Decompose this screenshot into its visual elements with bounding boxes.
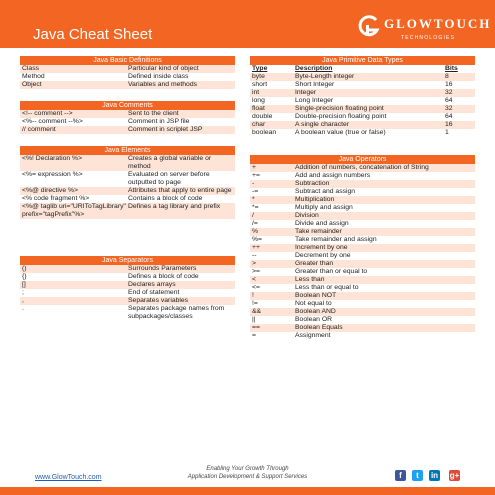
cell-term: Object	[22, 81, 42, 88]
operators-section	[250, 155, 475, 340]
cell-op: --	[252, 252, 257, 259]
cell-term: ;	[22, 289, 24, 296]
cell-op: ++	[252, 244, 260, 251]
table-row	[250, 252, 475, 260]
table-row	[20, 73, 235, 81]
cell-desc: Greater than	[295, 260, 334, 267]
separators-section	[20, 256, 235, 321]
linkedin-icon[interactable]: in	[430, 471, 439, 480]
cell-desc: Boolean Equals	[295, 324, 343, 331]
cell-desc: Subtract and assign	[295, 188, 356, 195]
cell-type: char	[252, 121, 266, 128]
table-header-row	[250, 65, 475, 73]
cell-desc: A boolean value (true or false)	[295, 129, 386, 136]
cell-desc: Double-precision floating point	[295, 113, 387, 120]
cell-op: +	[252, 164, 256, 171]
page-title: Java Cheat Sheet	[33, 26, 153, 43]
cell-desc: Attributes that apply to entire page	[128, 187, 232, 194]
facebook-icon[interactable]: f	[395, 470, 406, 481]
cell-desc: Separates variables	[128, 297, 189, 304]
table-row	[20, 265, 235, 273]
table-row	[250, 300, 475, 308]
cell-op: ==	[252, 324, 260, 331]
table-row	[250, 212, 475, 220]
table-row	[20, 65, 235, 73]
table-row	[250, 316, 475, 324]
cell-op: -	[252, 180, 255, 187]
cell-desc: Boolean AND	[295, 308, 336, 315]
elements-section	[20, 146, 235, 219]
cell-desc: Divide and assign	[295, 220, 349, 227]
cell-desc: Short Integer	[295, 81, 335, 88]
cell-op: *=	[252, 204, 259, 211]
cell-desc: Particular kind of object	[128, 65, 199, 72]
table-row	[20, 305, 235, 321]
table-row	[20, 203, 235, 219]
table-row	[250, 292, 475, 300]
cell-term: <%-- comment --%>	[22, 118, 83, 125]
cell-op: !	[252, 292, 254, 299]
cell-term: // comment	[22, 126, 56, 133]
cell-desc: Greater than or equal to	[295, 268, 368, 275]
cell-term: <%@ directive %>	[22, 187, 79, 194]
cell-bits: 32	[445, 105, 453, 112]
cell-desc: Boolean NOT	[295, 292, 337, 299]
cell-op: =	[252, 332, 256, 339]
header-type: Type	[252, 65, 268, 72]
cell-term: <% code fragment %>	[22, 195, 90, 202]
cell-desc: Multiply and assign	[295, 204, 353, 211]
cell-type: float	[252, 105, 265, 112]
cell-desc: Sent to the client	[128, 110, 179, 117]
table-row	[20, 281, 235, 289]
cell-bits: 64	[445, 97, 453, 104]
table-row	[250, 172, 475, 180]
logo-g-icon	[356, 14, 382, 40]
cell-term: <%= expression %>	[22, 171, 83, 178]
cell-op: %	[252, 228, 259, 235]
header-description: Description	[295, 65, 333, 72]
cell-desc: Comment in scriplet JSP	[128, 126, 203, 133]
table-row	[20, 155, 235, 171]
table-row	[250, 244, 475, 252]
table-row	[20, 126, 235, 134]
cell-desc: Defined inside class	[128, 73, 189, 80]
cell-desc: Take remainder and assign	[295, 236, 377, 243]
cell-desc: End of statement	[128, 289, 180, 296]
footer-bar	[0, 487, 495, 495]
cell-desc: Decrement by one	[295, 252, 351, 259]
table-row	[20, 187, 235, 195]
cell-desc: Byte-Length integer	[295, 73, 355, 80]
cell-desc: Less than	[295, 276, 325, 283]
cell-desc: Creates a global variable or method	[128, 155, 212, 170]
table-row	[250, 105, 475, 113]
cell-term: Class	[22, 65, 39, 72]
cell-term: {}	[22, 273, 27, 280]
table-row	[250, 204, 475, 212]
cell-type: short	[252, 81, 268, 88]
cell-op: *	[252, 196, 255, 203]
cell-op: /=	[252, 220, 258, 227]
section-title: Java Elements	[20, 146, 235, 155]
cell-desc: Not equal to	[295, 300, 332, 307]
cell-desc: Surrounds Parameters	[128, 265, 197, 272]
cell-term: []	[22, 281, 26, 288]
table-row	[20, 81, 235, 89]
primitive-types-section	[250, 56, 475, 137]
table-row	[20, 171, 235, 187]
cell-op: &&	[252, 308, 262, 315]
cell-op: %=	[252, 236, 263, 243]
section-title: Java Comments	[20, 101, 235, 110]
table-row	[20, 110, 235, 118]
cell-op: >	[252, 260, 256, 267]
cell-desc: Multiplication	[295, 196, 335, 203]
cell-op: /	[252, 212, 254, 219]
table-row	[250, 164, 475, 172]
cell-op: <	[252, 276, 256, 283]
cell-desc: Boolean OR	[295, 316, 333, 323]
cell-desc: Variables and methods	[128, 81, 198, 88]
cell-desc: Defines a tag library and prefix	[128, 203, 221, 210]
table-row	[250, 180, 475, 188]
table-row	[250, 332, 475, 340]
table-row	[250, 324, 475, 332]
cell-type: boolean	[252, 129, 277, 136]
cell-desc: Single-precision floating point	[295, 105, 384, 112]
cell-bits: 16	[445, 121, 453, 128]
table-row	[250, 113, 475, 121]
cell-op: !=	[252, 300, 258, 307]
tagline-line-2: Application Development & Support Services	[187, 474, 308, 480]
table-row	[20, 118, 235, 126]
table-row	[250, 236, 475, 244]
table-row	[20, 195, 235, 203]
cell-desc: Long Integer	[295, 97, 334, 104]
cell-term: <!-- comment -->	[22, 110, 73, 117]
table-row	[250, 129, 475, 137]
cell-desc: Assignment	[295, 332, 331, 339]
cell-op: >=	[252, 268, 260, 275]
cell-bits: 8	[445, 73, 449, 80]
table-row	[250, 260, 475, 268]
cell-type: byte	[252, 73, 265, 80]
cell-term: Method	[22, 73, 45, 80]
header-bits: Bits	[445, 65, 458, 72]
cell-desc: Take remainder	[295, 228, 342, 235]
logo-tagline: TECHNOLOGIES	[401, 35, 456, 41]
cell-type: double	[252, 113, 273, 120]
cell-desc: Declares arrays	[128, 281, 176, 288]
table-row	[20, 289, 235, 297]
table-row	[250, 89, 475, 97]
cell-term: ()	[22, 265, 27, 272]
cell-desc: Addition of numbers, concatenation of String	[295, 164, 429, 171]
table-row	[250, 284, 475, 292]
twitter-icon[interactable]: t	[412, 470, 423, 481]
table-row	[250, 308, 475, 316]
cell-desc: Division	[295, 212, 319, 219]
cell-bits: 64	[445, 113, 453, 120]
cell-desc: Less than or equal to	[295, 284, 359, 291]
table-row	[250, 228, 475, 236]
cell-desc: Add and assign numbers	[295, 172, 371, 179]
comments-section	[20, 101, 235, 134]
cell-term: .	[22, 305, 24, 312]
cell-term: <%! Declaration %>	[22, 155, 83, 162]
table-row	[250, 97, 475, 105]
website-link[interactable]: www.GlowTouch.com	[35, 474, 102, 481]
table-row	[250, 81, 475, 89]
logo-name: GLOWTOUCH	[384, 16, 492, 31]
cell-desc: Defines a block of code	[128, 273, 199, 280]
table-row	[250, 276, 475, 284]
cell-term: <%@ taglib uri="URIToTagLibrary" prefix="tagPrefix"%>	[22, 203, 126, 218]
googleplus-icon[interactable]: g+	[449, 471, 460, 480]
cell-desc: Subtraction	[295, 180, 330, 187]
table-row	[250, 268, 475, 276]
table-row	[250, 196, 475, 204]
cell-desc: A single character	[295, 121, 350, 128]
cell-desc: Increment by one	[295, 244, 348, 251]
cell-type: long	[252, 97, 265, 104]
cell-op: +=	[252, 172, 260, 179]
table-row	[20, 297, 235, 305]
cell-desc: Comment in JSP file	[128, 118, 190, 125]
cell-desc: Integer	[295, 89, 317, 96]
table-row	[20, 273, 235, 281]
header-banner	[0, 0, 495, 48]
table-row	[250, 73, 475, 81]
table-row	[250, 121, 475, 129]
basic-definitions-section	[20, 56, 235, 89]
footer-tagline	[160, 465, 335, 481]
cell-desc: Evaluated on server before outputted to page	[128, 171, 210, 186]
cell-op: ||	[252, 316, 256, 323]
cell-bits: 32	[445, 89, 453, 96]
table-row	[250, 220, 475, 228]
section-title: Java Primitive Data Types	[250, 56, 475, 65]
section-title: Java Basic Definitions	[20, 56, 235, 65]
glowtouch-logo	[356, 14, 492, 48]
cell-op: <=	[252, 284, 260, 291]
cell-desc: Contains a block of code	[128, 195, 203, 202]
cell-op: -=	[252, 188, 259, 195]
cell-type: int	[252, 89, 260, 96]
tagline-line-1: Enabling Your Growth Through	[206, 466, 289, 472]
table-row	[250, 188, 475, 196]
section-title: Java Separators	[20, 256, 235, 265]
cell-bits: 1	[445, 129, 449, 136]
cell-desc: Separates package names from subpackages/classes	[128, 305, 225, 320]
cell-bits: 16	[445, 81, 453, 88]
section-title: Java Operators	[250, 155, 475, 164]
cell-term: ,	[22, 297, 24, 304]
